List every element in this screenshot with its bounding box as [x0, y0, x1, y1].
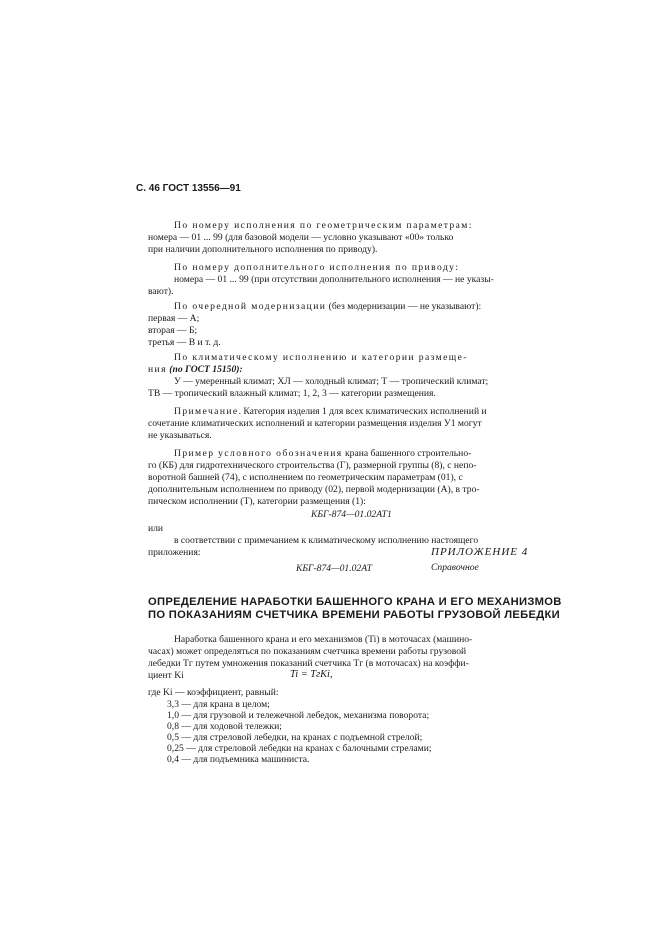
- example-label: Пример условного обозначения: [174, 448, 343, 459]
- where-line: где Ki — коэффициент, равный:: [148, 687, 279, 698]
- spaced-lead: По номеру дополнительного исполнения по приводу: [174, 262, 456, 273]
- appendix-title-line2: ПО ПОКАЗАНИЯМ СЧЕТЧИКА ВРЕМЕНИ РАБОТЫ ГРУЗОВОЙ ЛЕБЕДКИ: [148, 609, 560, 621]
- formula: Ti = ТгKi,: [290, 669, 333, 680]
- coefficient-item: 0,4 — для подъемника машиниста.: [167, 754, 310, 765]
- note-line2: сочетание климатических исполнений и категории размещения изделия У1 могут: [148, 418, 482, 429]
- note-label: Примечание: [174, 406, 239, 417]
- spaced-lead: По номеру исполнения по геометрическим параметрам: [174, 220, 469, 231]
- example-line5: пическом исполнении (Т), категории размещения (1):: [148, 496, 366, 507]
- alt-line2: приложения:: [148, 547, 201, 558]
- appendix-body-line4: циент Ki: [148, 670, 184, 681]
- page-header: С. 46 ГОСТ 13556—91: [136, 183, 241, 194]
- coefficient-item: 0,25 — для стреловой лебедки на кранах с балочными стрелами;: [167, 743, 432, 754]
- paragraph-drive-line2: номера — 01 ... 99 (при отсутствии дополнительного исполнения — не указы-: [174, 274, 494, 285]
- appendix-body-line1: Наработка башенного крана и его механизмов (Ti) в моточасах (машино-: [174, 634, 473, 645]
- note-line3: не указываться.: [148, 430, 212, 441]
- designation-code-short: КБГ-874—01.02АТ: [296, 563, 373, 574]
- spaced-lead: По очередной модернизации: [174, 301, 327, 312]
- example-line2: го (КБ) для гидротехнического строительства (Г), размерной группы (8), с непо-: [148, 460, 477, 471]
- example-line4: дополнительным исполнением по приводу (02), первой модернизации (А), в тро-: [148, 484, 480, 495]
- appendix-title-line1: ОПРЕДЕЛЕНИЕ НАРАБОТКИ БАШЕННОГО КРАНА И ЕГО МЕХАНИЗМОВ: [148, 596, 562, 608]
- appendix-type: Справочное: [431, 562, 479, 573]
- note-line1: Примечание. Категория изделия 1 для всех климатических исполнений и: [174, 406, 487, 417]
- list-item: первая — А;: [148, 313, 200, 324]
- appendix-body-line2: часах) может определяться по показаниям счетчика времени работы грузовой: [148, 646, 467, 657]
- example-line3: воротной башней (74), с исполнением по геометрическим параметрам (01), с: [148, 472, 463, 483]
- gost-reference: (по ГОСТ 15150):: [169, 364, 243, 375]
- paragraph-geometric-params-line3: при наличии дополнительного исполнения по приводу).: [148, 244, 378, 255]
- paragraph-modernization-line1: По очередной модернизации (без модернизации — не указывают):: [174, 301, 482, 312]
- designation-code-full: КБГ-874—01.02АТ1: [311, 509, 392, 520]
- paragraph-geometric-params-line2: номера — 01 ... 99 (для базовой модели — условно указывают «00» только: [148, 232, 454, 243]
- alt-line1: в соответствии с примечанием к климатическому исполнению настоящего: [174, 535, 479, 546]
- paragraph-climate-line3: У — умеренный климат; ХЛ — холодный климат; Т — тропический климат;: [174, 376, 489, 387]
- paragraph-climate-line4: ТВ — тропический влажный климат; 1, 2, 3 — категории размещения.: [148, 388, 436, 399]
- coefficient-item: 0,8 — для ходовой тележки;: [167, 721, 282, 732]
- paragraph-geometric-params-line1: По номеру исполнения по геометрическим параметрам:: [174, 220, 472, 231]
- or-word: или: [148, 523, 164, 534]
- coefficient-item: 0,5 — для стреловой лебедки, на кранах с подъемной стрелой;: [167, 732, 423, 743]
- coefficient-item: 3,3 — для крана в целом;: [167, 699, 270, 710]
- paragraph-climate-line2: ния (по ГОСТ 15150):: [148, 364, 243, 375]
- appendix-body-line3: лебедки Тг путем умножения показаний счетчика Тг (в моточасах) на коэффи-: [148, 658, 469, 669]
- coefficient-item: 1,0 — для грузовой и тележечной лебедок, механизма поворота;: [167, 710, 430, 721]
- list-item: вторая — Б;: [148, 325, 198, 336]
- paragraph-drive-line3: вают).: [148, 286, 174, 297]
- example-line1: Пример условного обозначения крана башенного строительно-: [174, 448, 472, 459]
- paragraph-drive-line1: По номеру дополнительного исполнения по приводу:: [174, 262, 459, 273]
- list-item: третья — В и т. д.: [148, 337, 221, 348]
- paragraph-climate-line1: По климатическому исполнению и категории размеще-: [174, 352, 468, 363]
- appendix-label: ПРИЛОЖЕНИЕ 4: [431, 546, 529, 558]
